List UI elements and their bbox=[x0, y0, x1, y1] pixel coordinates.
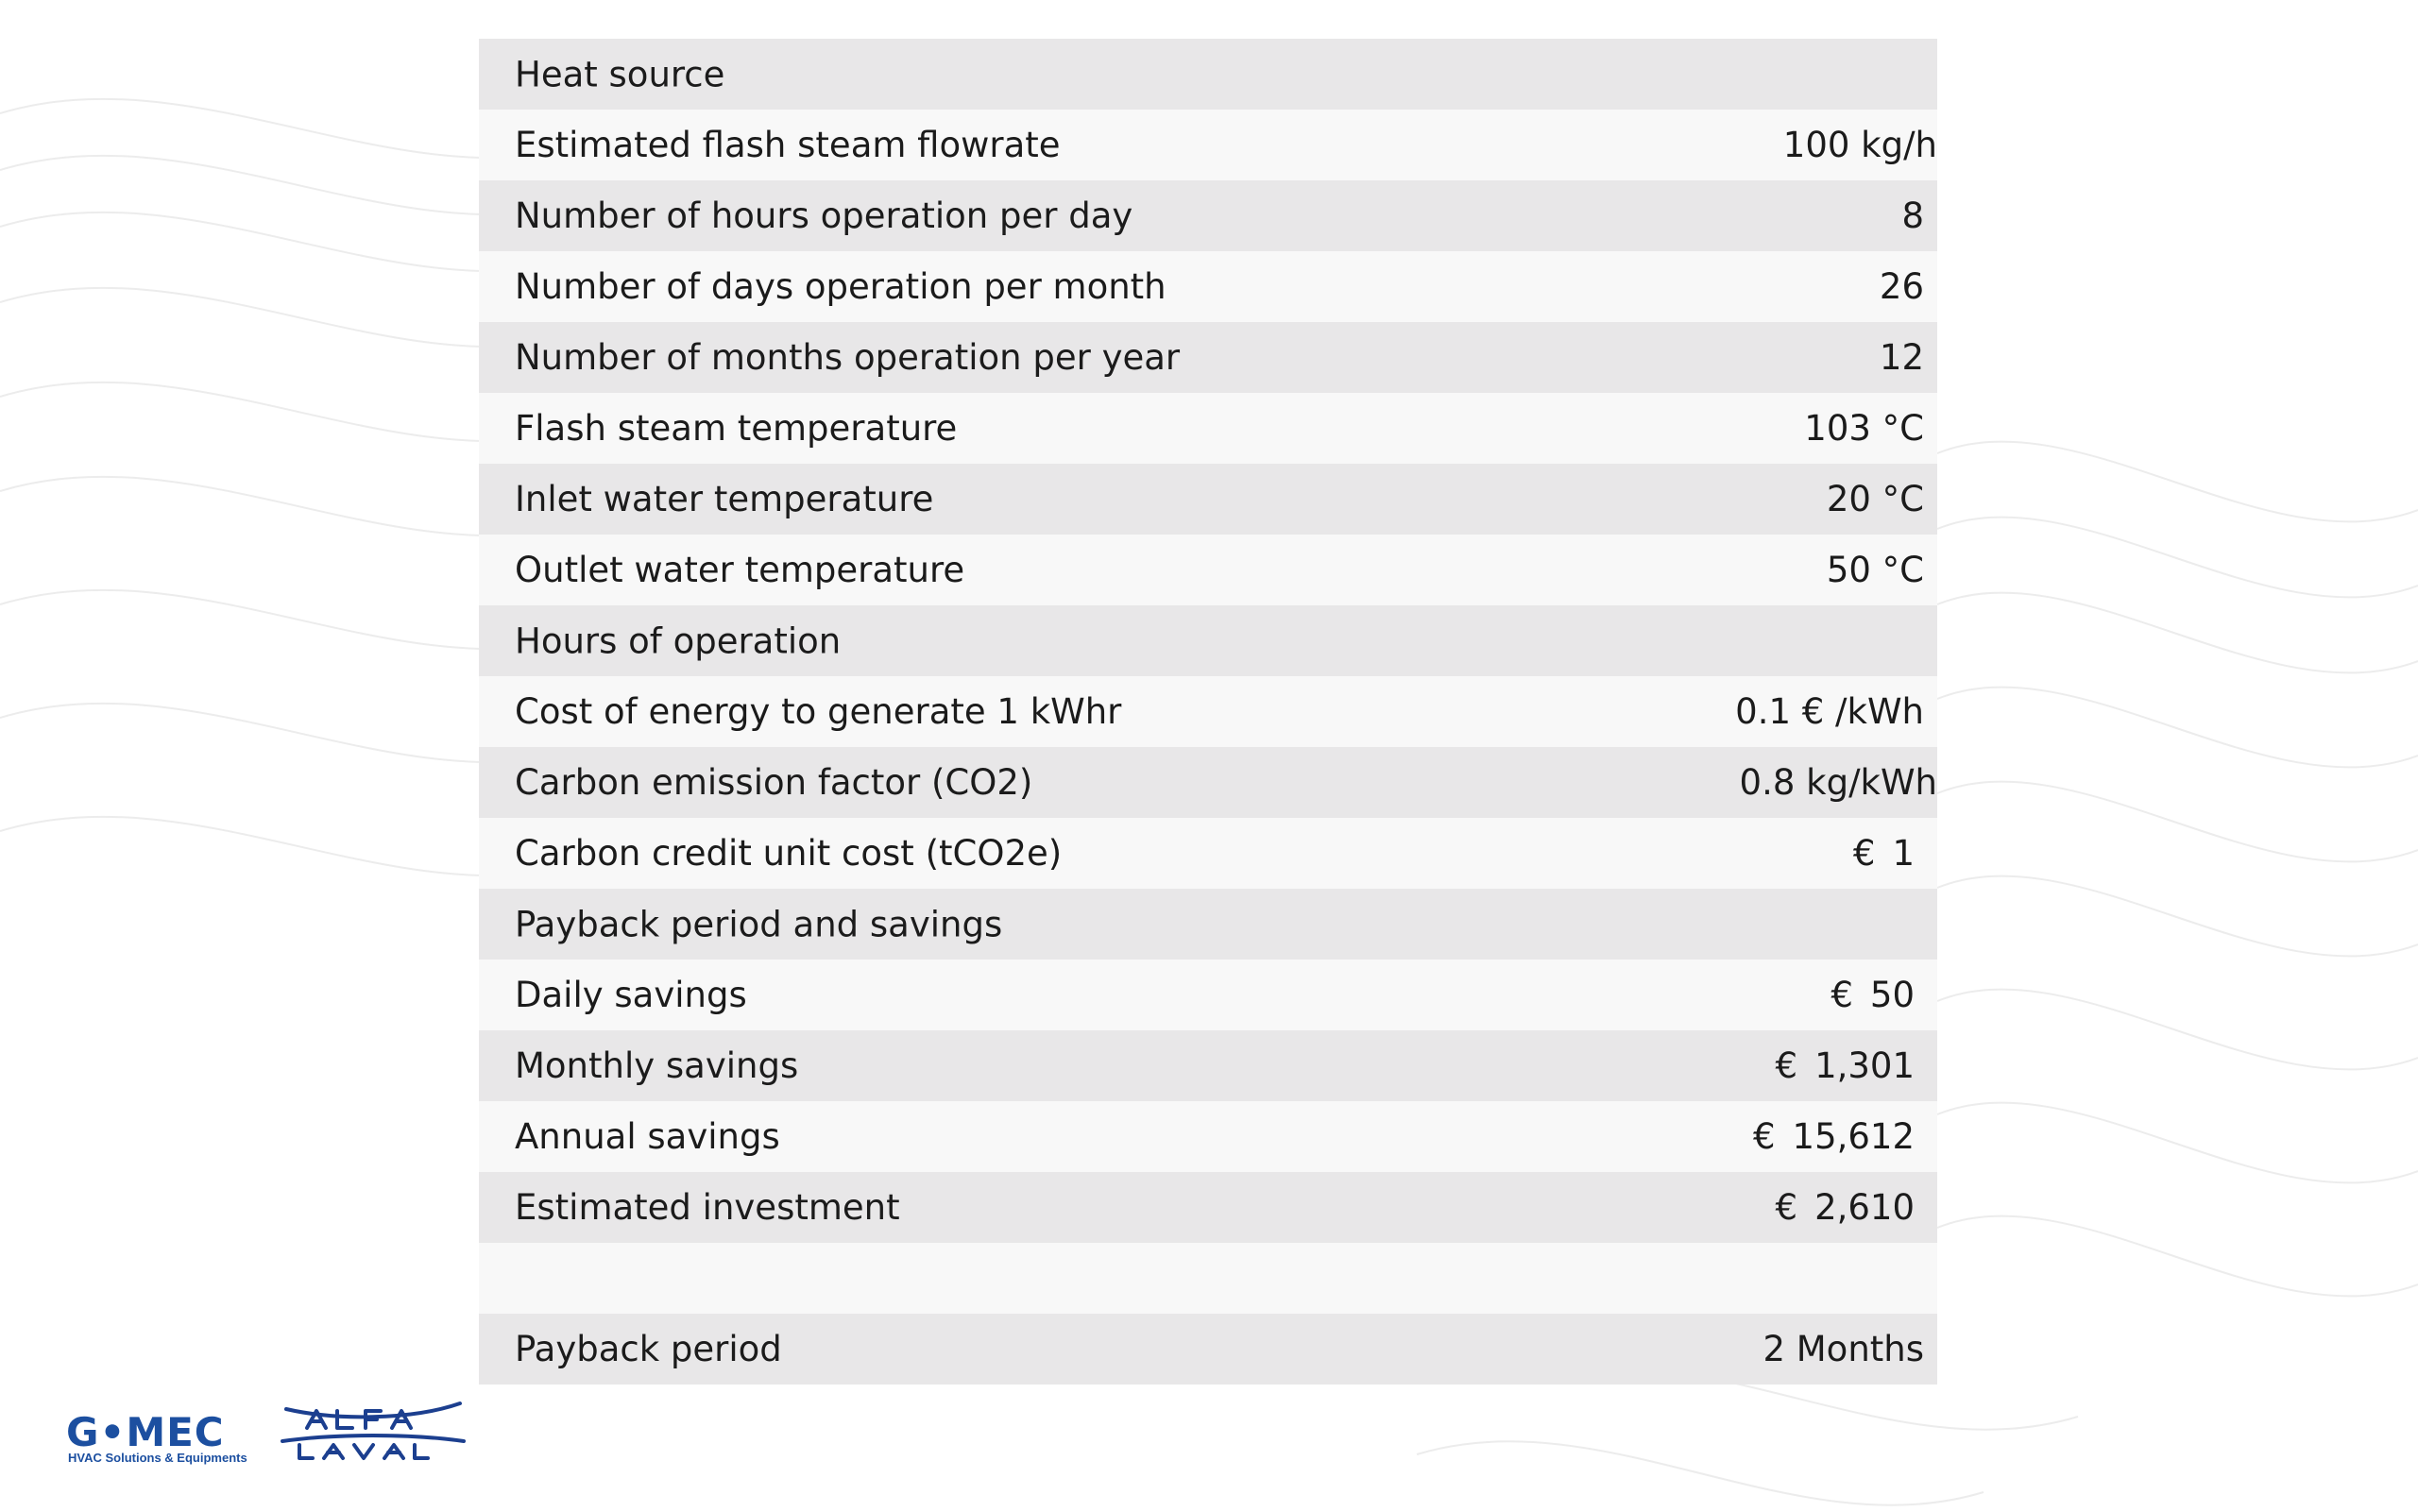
row-value: 100 kg/h bbox=[1782, 124, 1937, 165]
payback-value: 2 Months bbox=[1762, 1328, 1924, 1369]
row-value bbox=[1852, 832, 1915, 874]
row-value: 12 bbox=[1879, 336, 1924, 378]
row-label: Cost of energy to generate 1 kWhr bbox=[515, 690, 1122, 732]
alfa-laval-logo bbox=[279, 1400, 468, 1462]
row-label: Carbon emission factor (CO2) bbox=[515, 761, 1033, 803]
row-value: 103 °C bbox=[1804, 407, 1924, 449]
table-row bbox=[479, 464, 1937, 535]
table-row bbox=[479, 393, 1937, 464]
section-title: Heat source bbox=[515, 53, 725, 94]
currency-symbol: € bbox=[1852, 832, 1876, 874]
row-label: Estimated investment bbox=[515, 1186, 900, 1228]
row-label: Estimated flash steam flowrate bbox=[515, 124, 1061, 165]
row-label: Daily savings bbox=[515, 974, 747, 1015]
row-label: Annual savings bbox=[515, 1115, 780, 1157]
table-row bbox=[479, 818, 1937, 889]
row-value bbox=[1831, 974, 1915, 1015]
row-value: 20 °C bbox=[1826, 478, 1924, 519]
amount: 15,612 bbox=[1792, 1115, 1915, 1157]
table-row bbox=[479, 1101, 1937, 1172]
row-value: 26 bbox=[1879, 265, 1924, 307]
table-row bbox=[479, 960, 1937, 1030]
row-label: Carbon credit unit cost (tCO2e) bbox=[515, 832, 1063, 874]
table-row bbox=[479, 1030, 1937, 1101]
amount: 1,301 bbox=[1814, 1045, 1915, 1086]
table-row bbox=[479, 110, 1937, 180]
section-header-hours-of-operation bbox=[479, 605, 1937, 676]
amount: 2,610 bbox=[1814, 1186, 1915, 1228]
table-row bbox=[479, 322, 1937, 393]
currency-symbol: € bbox=[1775, 1045, 1798, 1086]
section-title: Hours of operation bbox=[515, 620, 842, 661]
row-value bbox=[1776, 1047, 1915, 1085]
row-label: Outlet water temperature bbox=[515, 549, 965, 590]
section-header-heat-source bbox=[479, 39, 1937, 110]
table-row bbox=[479, 676, 1937, 747]
row-label: Number of hours operation per day bbox=[515, 195, 1133, 236]
row-label: Inlet water temperature bbox=[515, 478, 934, 519]
table-row bbox=[479, 180, 1937, 251]
table-row bbox=[479, 251, 1937, 322]
section-title: Payback period and savings bbox=[515, 903, 1003, 944]
footer-logos bbox=[66, 1400, 463, 1466]
amount: 1 bbox=[1892, 832, 1915, 874]
row-value: 8 bbox=[1901, 195, 1924, 236]
table-row bbox=[479, 1172, 1937, 1243]
currency-symbol: € bbox=[1752, 1115, 1776, 1157]
row-label: Number of days operation per month bbox=[515, 265, 1166, 307]
row-value: 50 °C bbox=[1826, 549, 1924, 590]
gomec-tagline: HVAC Solutions & Equipments bbox=[68, 1451, 247, 1465]
row-value bbox=[1752, 1115, 1915, 1157]
table-row bbox=[479, 747, 1937, 818]
currency-symbol: € bbox=[1831, 974, 1853, 1015]
row-value bbox=[1775, 1186, 1915, 1228]
table-spacer-row bbox=[479, 1243, 1937, 1314]
row-label: Monthly savings bbox=[515, 1045, 799, 1086]
currency-symbol: € bbox=[1775, 1186, 1798, 1228]
row-value: 0.1 € /kWh bbox=[1735, 690, 1924, 732]
payback-label: Payback period bbox=[515, 1328, 782, 1369]
amount: 50 bbox=[1869, 974, 1915, 1015]
table-row bbox=[479, 535, 1937, 605]
row-label: Number of months operation per year bbox=[515, 336, 1181, 378]
row-label: Flash steam temperature bbox=[515, 407, 958, 449]
gomec-logo bbox=[66, 1409, 225, 1455]
payback-row bbox=[479, 1314, 1937, 1385]
gomec-wordmark: G•MEC bbox=[66, 1409, 225, 1455]
row-value: 0.8 kg/kWh bbox=[1739, 761, 1937, 803]
section-header-payback-and-savings bbox=[479, 889, 1937, 960]
savings-table bbox=[479, 39, 1937, 1385]
